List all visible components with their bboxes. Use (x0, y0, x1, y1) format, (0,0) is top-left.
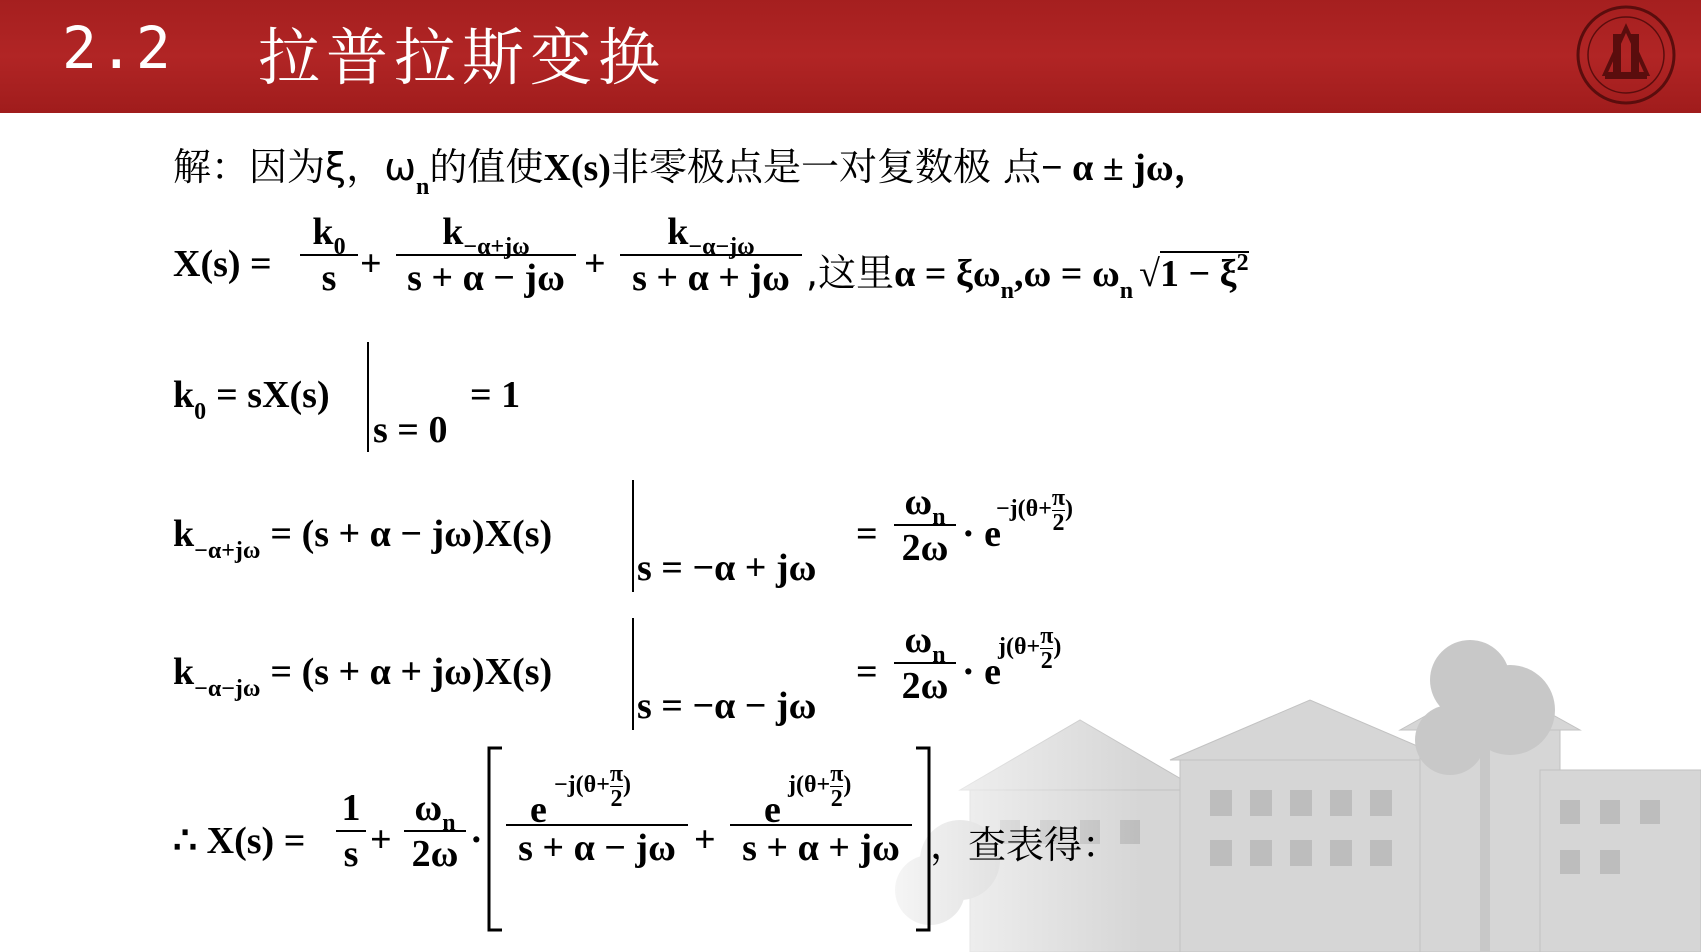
eq1-definitions: ,这里$\alpha = \xi\omega_n,\omega = \omega_n$ $√1 - \xi^2$ (806, 250, 1249, 304)
intro-text: 解：因为ξ，$\omega_n$的值使X(s)非零极点是一对复数极 点− α ± jω， (173, 145, 1212, 200)
bracket-fraction-2: e j(θ+ $\frac{\pi}{2}$ ) s + α + jω (730, 760, 912, 870)
eq1-fraction-2: $\frac{k_{-\alpha+j\omega}}{s + \alpha - j\omega}$ (396, 210, 576, 300)
section-number: 2.2 (62, 14, 173, 82)
university-seal-icon (1575, 4, 1677, 106)
eq1-fraction-3: $\frac{k_{-\alpha-j\omega}}{s + \alpha + j\omega}$ (620, 210, 802, 300)
eq1-lhs: X(s) = (173, 243, 272, 285)
square-bracket-left (486, 746, 504, 932)
title-bar (0, 0, 1701, 113)
eq1-fraction-1: $\frac{k_0}{s}$ (300, 210, 358, 300)
slide-title: 拉普拉斯变换 (258, 21, 667, 94)
bracket-fraction-1: e −j(θ+ $\frac{\pi}{2}$ ) s + α − jω (506, 760, 688, 870)
